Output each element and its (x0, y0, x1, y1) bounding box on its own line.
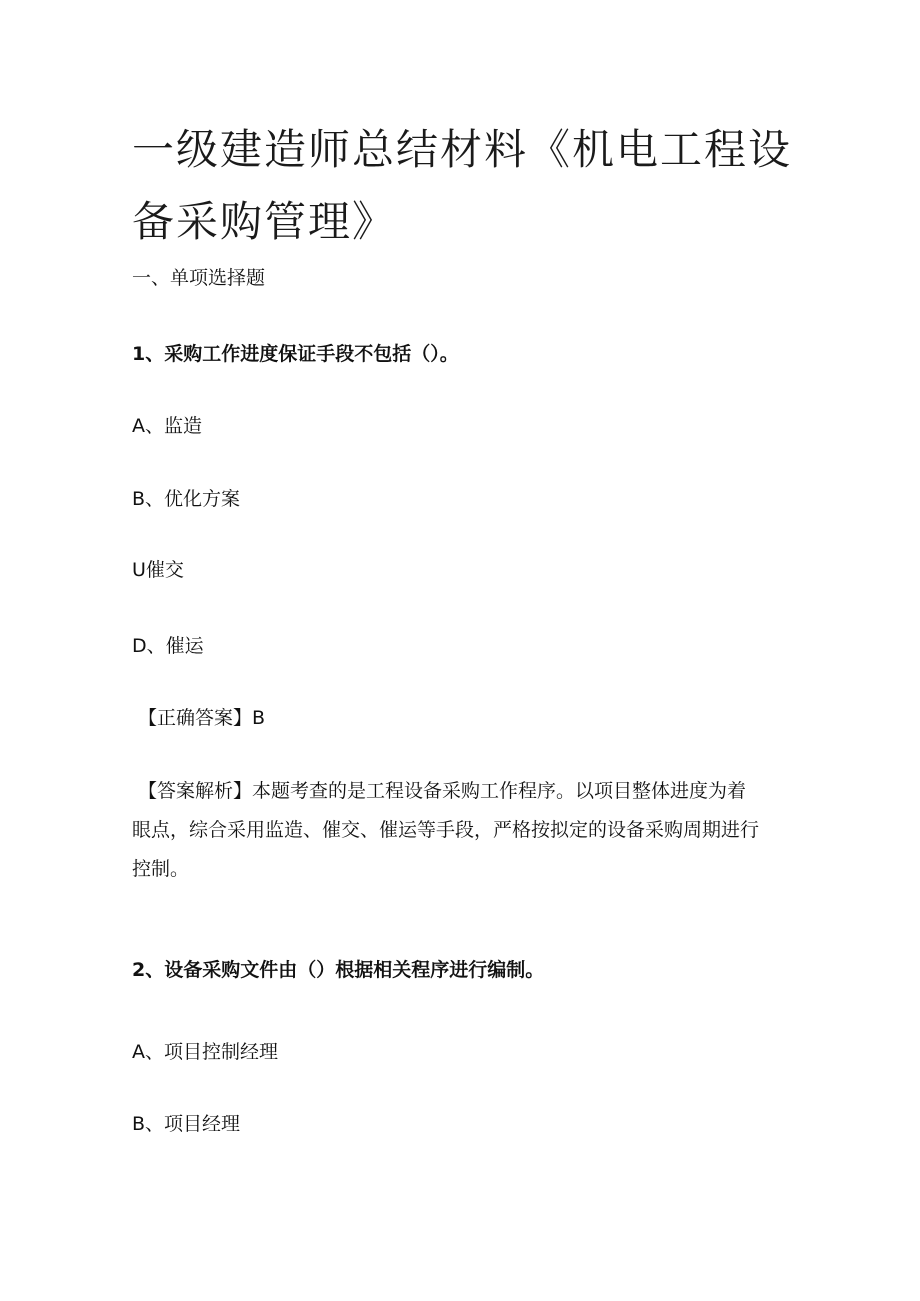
question-1-analysis-line-3: 控制。 (132, 858, 190, 880)
question-1-option-a: A、监造 (132, 415, 202, 437)
question-2-stem: 2、设备采购文件由（）根据相关程序进行编制。 (132, 959, 545, 981)
section-heading: 一、单项选择题 (132, 267, 266, 289)
question-2-option-a: A、项目控制经理 (132, 1041, 278, 1063)
document-title-line-2: 备采购管理》 (132, 197, 397, 246)
question-1-answer: 【正确答案】B (138, 707, 266, 729)
document-title (132, 114, 792, 258)
question-1-analysis-line-2: 眼点，综合采用监造、催交、催运等手段，严格按拟定的设备采购周期进行 (132, 819, 760, 841)
question-1-option-b: B、优化方案 (132, 488, 241, 510)
question-1-option-d: D、催运 (132, 635, 204, 657)
question-1-analysis (132, 772, 796, 889)
question-1-analysis-line-1: 【答案解析】本题考查的是工程设备采购工作程序。以项目整体进度为着 (138, 780, 747, 802)
question-1-option-c: U催交 (132, 559, 184, 581)
question-1-stem: 1、采购工作进度保证手段不包括（）。 (132, 343, 459, 365)
document-title-line-1: 一级建造师总结材料《机电工程设 (132, 125, 793, 174)
question-2-option-b: B、项目经理 (132, 1113, 241, 1135)
